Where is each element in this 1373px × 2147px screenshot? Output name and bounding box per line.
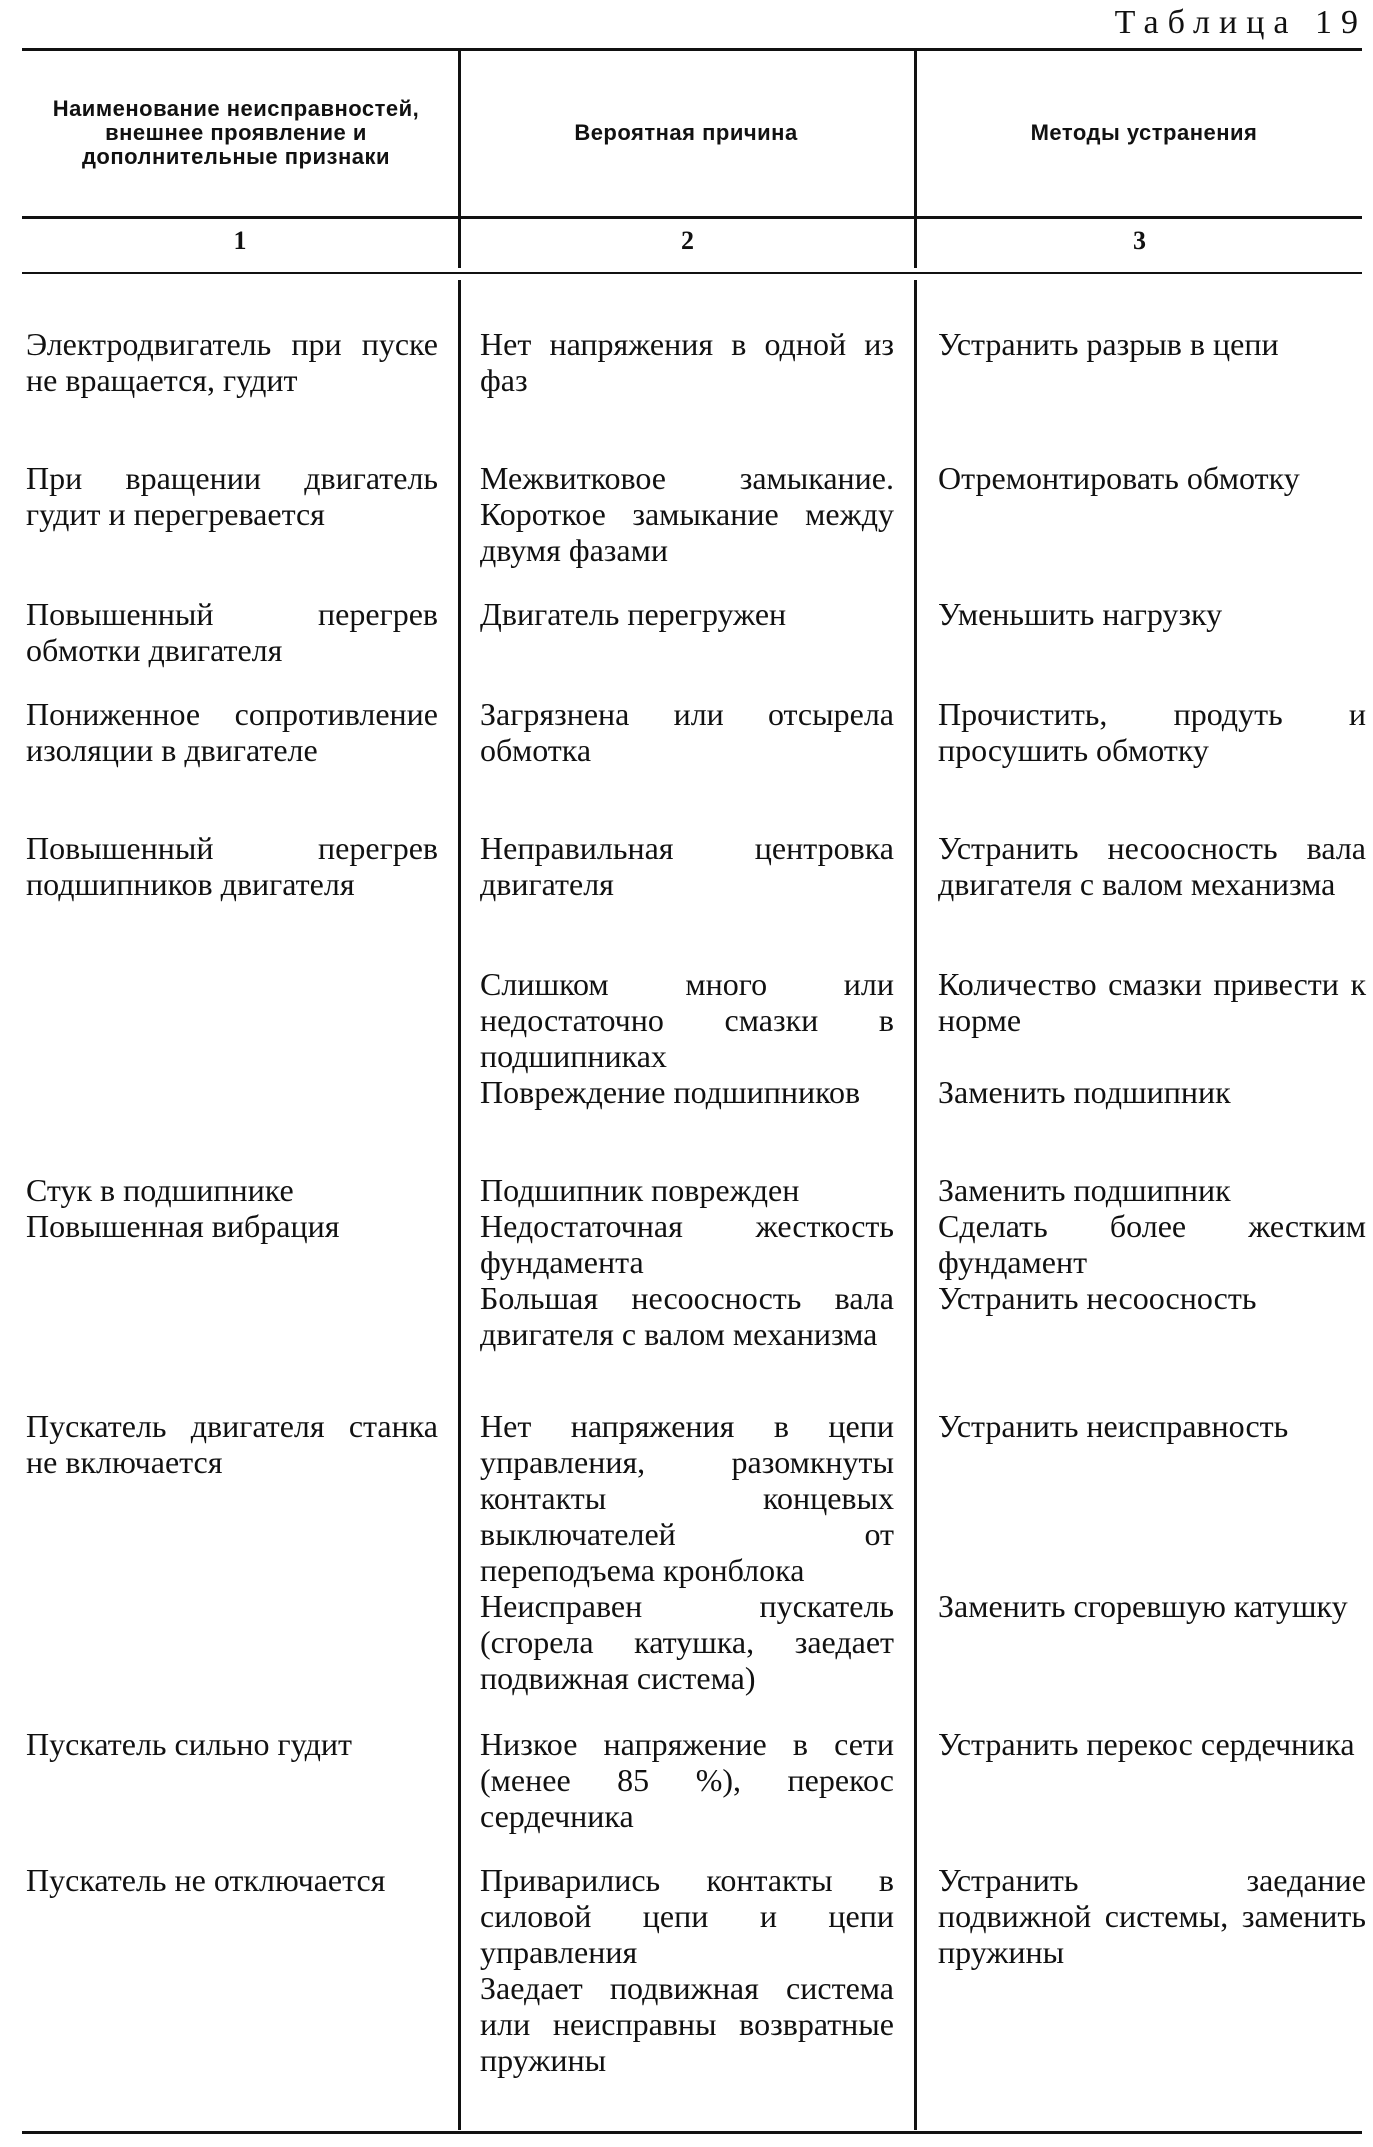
fault-cell: Пускатель двигателя станка не включается [26, 1408, 438, 1480]
column-number-1: 1 [233, 226, 247, 255]
remedy-cell: Количество смазки привести к норме [938, 966, 1366, 1038]
remedy-cell: Устранить перекос сердечника [938, 1726, 1355, 1762]
cause-cell: Низкое напряжение в сети (менее 85 %), перекос сердечника [480, 1726, 894, 1834]
remedy-cell: Устранить несоосность вала двигателя с валом механизма [938, 830, 1366, 902]
cause-cell: Неисправен пускатель (сгорела катушка, заедает подвижная система) [480, 1588, 894, 1696]
cause-cell: Нет напряжения в цепи управления, разомкнуты контакты концевых выключателей от переподъема кронблока [480, 1408, 894, 1588]
cause-cell: Приварились контакты в силовой цепи и цепи управления Заедает подвижная система или неисправны возвратные пружины [480, 1862, 894, 2078]
header-fault: Наименование неисправностей, внешнее проявление и дополнительные признаки [52, 95, 420, 170]
remedy-cell: Заменить подшипник Сделать более жестким фундамент Устранить несоосность [938, 1172, 1366, 1316]
remedy-cell: Уменьшить нагрузку [938, 596, 1223, 632]
table-bottom-rule [22, 2131, 1362, 2134]
remedy-cell: Заменить подшипник [938, 1074, 1231, 1110]
table-caption: Таблица 19 [1114, 4, 1367, 41]
table-top-rule [22, 48, 1362, 51]
fault-cell: Повышенный перегрев подшипников двигателя [26, 830, 438, 902]
fault-cell: Пониженное сопротивление изоляции в двигателе [26, 696, 438, 768]
fault-cell: Стук в подшипнике Повышенная вибрация [26, 1172, 340, 1244]
cause-cell: Межвитковое замыкание. Короткое замыкание между двумя фазами [480, 460, 894, 568]
cause-cell: Нет напряжения в одной из фаз [480, 326, 894, 398]
column-divider-2-body [914, 280, 917, 2130]
column-number-3: 3 [1133, 226, 1146, 255]
cause-cell: Слишком много или недостаточно смазки в подшипниках [480, 966, 894, 1074]
cause-cell: Повреждение подшипников [480, 1074, 861, 1110]
fault-cell: Электродвигатель при пуске не вращается, гудит [26, 326, 438, 398]
fault-cell: При вращении двигатель гудит и перегревается [26, 460, 438, 532]
fault-cell: Пускатель не отключается [26, 1862, 386, 1898]
cause-cell: Двигатель перегружен [480, 596, 787, 632]
cause-cell: Загрязнена или отсырела обмотка [480, 696, 894, 768]
remedy-cell: Заменить сгоревшую катушку [938, 1588, 1348, 1624]
remedy-cell: Устранить заедание подвижной системы, заменить пружины [938, 1862, 1366, 1970]
column-number-rule [22, 272, 1362, 274]
header-rule [22, 216, 1362, 219]
cause-cell: Подшипник поврежден Недостаточная жесткость фундамента Большая несоосность вала двигателя с валом механизма [480, 1172, 894, 1352]
cause-cell: Неправильная центровка двигателя [480, 830, 894, 902]
column-number-2: 2 [681, 226, 694, 255]
fault-cell: Повышенный перегрев обмотки двигателя [26, 596, 438, 668]
remedy-cell: Прочистить, продуть и просушить обмотку [938, 696, 1366, 768]
header-remedy: Методы устранения [1030, 119, 1258, 145]
column-divider-1-body [458, 280, 461, 2130]
remedy-cell: Отремонтировать обмотку [938, 460, 1300, 496]
remedy-cell: Устранить разрыв в цепи [938, 326, 1279, 362]
fault-cell: Пускатель сильно гудит [26, 1726, 353, 1762]
header-cause: Вероятная причина [574, 119, 798, 145]
remedy-cell: Устранить неисправность [938, 1408, 1289, 1444]
